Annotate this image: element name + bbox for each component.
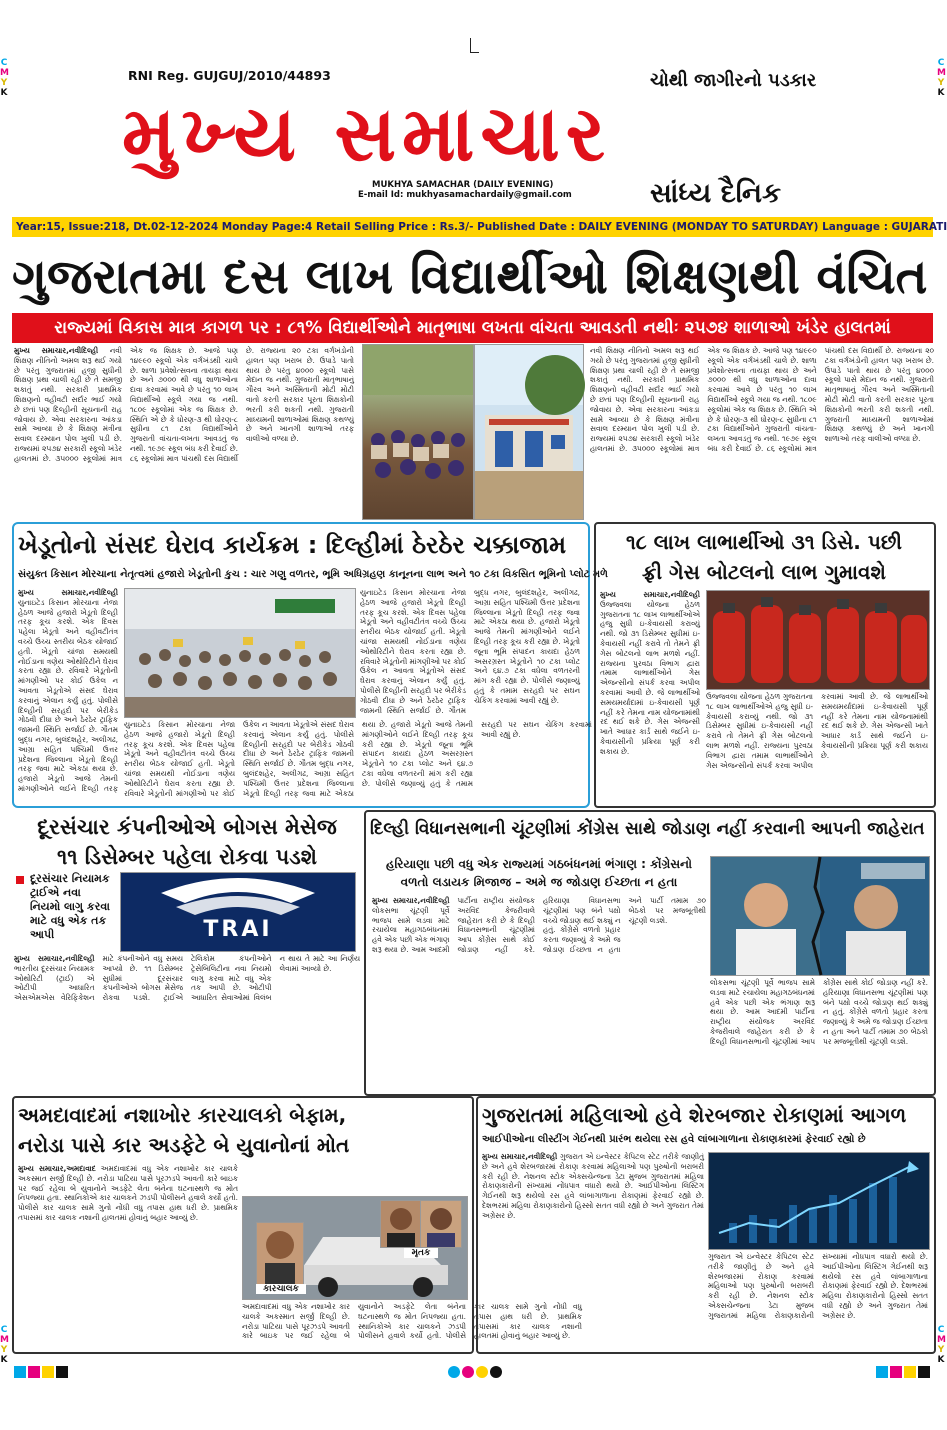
- gas-body-right: [706, 692, 928, 800]
- driver-caption: કારચાલક: [256, 1284, 306, 1294]
- women-headline: ગુજરાતમાં મહિલાઓ હવે શેરબજાર રોકાણમાં આગળ: [482, 1103, 907, 1127]
- farmers-subhead: સંયુક્ત કિસાન મોરચાના નેતૃત્વમાં હજારો ખેડૂતોની કુચ : ચાર ગણુ વળતર, ભૂમિ અધિગ્રહણ કાનૂનના લાભ અને ૧૦ ટકા વિકસિત ભૂમિનો પ્લોટ મળે: [18, 569, 608, 580]
- magenta-chip-right: [890, 1366, 902, 1378]
- delhi-subhead-line1: હરિયાણા પછી વધુ એક રાજ્યમાં ગઠબંધનમાં ભંગાણ : કોંગ્રેસનો: [386, 857, 692, 871]
- lead-subhead: રાજ્યમાં વિકાસ માત્ર કાગળ પર : ૮૧% વિદ્યાર્થીઓને માતૃભાષા લખતા વાંચતા આવડતી નથીઃ ૨૫૭૪ શાળાઓ ખંડેર હાલતમાં: [12, 313, 933, 343]
- lead-body-right: [590, 346, 934, 518]
- cyan-chip-right: [876, 1366, 888, 1378]
- women-subhead: આઈપીઓના લીસ્ટીંગ ગેઈનથી પ્રારંભ થયેલા રસ હવે લાંબાગાળાના રોકાણકારમાં ફેરવાઈ રહ્યો છે: [482, 1134, 866, 1145]
- gas-body-text-continued: ઉજ્જવલા યોજના હેઠળ ગુજરાતના ૧૮ લાખ લાભાર્થીઓએ હજુ સુધી ઇ-કેવાયસી કરાવ્યું નથી. જો ૩૧ ડિસેમ્બર સુધીમાં ઇ-કેવાયસી નહીં કરાવે તો તેમને ફ્રી ગેસ બોટલનો લાભ મળશે નહીં. રાજ્યના પુરવઠા વિભાગ દ્વારા તમામ લાભાર્થીઓને ગેસ એજન્સીનો સંપર્ક કરવા અપીલ કરવામાં આવી છે. જે લાભાર્થીઓ સમયમર્યાદામાં ઇ-કેવાયસી પૂર્ણ નહીં કરે તેમના નામ યોજનામાંથી રદ થઈ શકે છે. ગેસ એજન્સી ખાતે આધાર કાર્ડ સાથે જઈને ઇ-કેવાયસીની પ્રક્રિયા પૂર્ણ કરી શકાય છે.: [706, 692, 928, 770]
- rni-number: RNI Reg. GUJGUJ/2010/44893: [128, 68, 331, 83]
- lead-body-left: [14, 346, 354, 518]
- magenta-dot: [462, 1366, 474, 1378]
- magenta-chip: [28, 1366, 40, 1378]
- deceased-photo-2: [420, 1200, 462, 1248]
- ahmedabad-headline-line2: નરોડા પાસે કાર અડફેટે બે યુવાનોનાં મોત: [18, 1133, 350, 1157]
- telecom-headline-line2: ૧૧ ડિસેમ્બર પહેલા રોકવા પડશે: [57, 845, 317, 869]
- classroom-photo: [362, 344, 474, 520]
- cyan-chip: [14, 1366, 26, 1378]
- telecom-bullet-text: દૂરસંચાર નિયામક ટ્રાઈએ નવા નિયમો લાગુ કરવા માટે વધુ એક તક આપી: [30, 872, 110, 941]
- driver-photo: [256, 1222, 304, 1286]
- masthead-tagline: ચોથી જાગીરનો પડકાર: [650, 70, 817, 91]
- delhi-body-text: લોકસભા ચૂંટણી પૂર્વે ભાજપ સામે લડવા માટે રચાયેલા મહાગઠબંધનમાં હવે એક પછી એક ભંગાણ શરૂ થયા છે. આમ આદમી પાર્ટીના રાષ્ટ્રીય સંયોજક અરવિંદ કેજરીવાલે જાહેરાત કરી છે કે દિલ્હી વિધાનસભાની ચૂંટણીમાં આપ કોંગ્રેસ સાથે કોઈ જોડાણ નહીં કરે. હરિયાણા વિધાનસભા ચૂંટણીમાં પણ બંને પક્ષો વચ્ચે જોડાણ થઈ શક્યું ન હતું. કોંગ્રેસે વળતો પ્રહાર કરતા જણાવ્યું કે અમે જ જોડાણ ઈચ્છતા ન હતા અને પાર્ટી તમામ ૭૦ બેઠકો પર મજબૂતીથી ચૂંટણી લડશે.: [372, 896, 706, 954]
- issue-info-bar: Year:15, Issue:218, Dt.02-12-2024 Monday Page:4 Retail Selling Price : Rs.3/- Published Date : DAILY EVENING (MONDAY TO SATURDAY) Language : GUJARATI: [12, 217, 933, 237]
- delhi-body-left: [372, 896, 706, 1088]
- lead-body-text: નવી શિક્ષણ નીતિનો અમલ શરૂ થઈ ગયો છે પરંતુ ગુજરાતમાં હજી સુધીની શિક્ષણ પ્રથા ચાલી રહી છે તે સમજી શકાતું નથી. સરકારી પ્રાથમિક શિક્ષણનો વહીવટી સર્દાર ભાઈ ગયો છે છતાં પણ દિલ્હીની સૂચનાની રાહ જોવાય છે. એવા સરકારના આંકડા સામે આવ્યા છે કે શિક્ષણ મંત્રીના સવાલ દરમ્યાન પોલ ખુલી પડી છે. રાજ્યમાં ૨૫૭૪ સરકારી સ્કૂલો ખંડેર હાલતમાં છે. ૩૫૦૦૦ સ્કૂલોમાં માત્ર એક જ શિક્ષક છે. આજે પણ ૧૪૯૯૦ સ્કૂલો એક વર્ગખંડથી ચાલે છે. શાળા પ્રવેશોત્સવના તાયફા થાય છે અને ૭૦૦૦ થી વધુ શાળાઓના દાવા કરવામાં આવે છે પરંતુ ૧૦ લાખ વિદ્યાર્થીઓ સ્કૂલે ગયા જ નથી. ૧૮૦૯ સ્કૂલોમાં એક જ શિક્ષક છે. સ્થિતિ એ છે કે ધોરણ-૩ થી ધોરણ-૮ સુધીના ૮૧ ટકા વિદ્યાર્થીઓને ગુજરાતી વાંચતા-લખતા આવડતું જ નથી. ૧૯૭૯ સ્કૂલ બંધ કરી દેવાઈ છે. ૮૬ સ્કૂલોમાં માત્ર પાંચથી દસ વિદ્યાર્થી છે. રાજ્યના ૨૦ ટકા વર્ગખંડોની હાલત પણ ખરાબ છે. ઉપાડે પાતો થાય છે પરંતુ ૪૦૦૦ સ્કૂલો પાસે મેદાન જ નથી. ગુજરાતી માતૃભાષાનું ગૌરવ અને અસ્મિતાની મોટી મોટી વાતો કરતી સરકાર પૂરતા શિક્ષકોની ભરતી કરી શકતી નથી. ગુજરાતી માધ્યમની શાળાઓમાં શિક્ષણ કથળ્યું છે અને ખાનગી શાળાઓ તરફ વાલીઓ વળ્યા છે.: [14, 346, 354, 463]
- stock-market-photo: [708, 1152, 930, 1250]
- delhi-body-text-continued: લોકસભા ચૂંટણી પૂર્વે ભાજપ સામે લડવા માટે રચાયેલા મહાગઠબંધનમાં હવે એક પછી એક ભંગાણ શરૂ થયા છે. આમ આદમી પાર્ટીના રાષ્ટ્રીય સંયોજક અરવિંદ કેજરીવાલે જાહેરાત કરી છે કે દિલ્હી વિધાનસભાની ચૂંટણીમાં આપ કોંગ્રેસ સાથે કોઈ જોડાણ નહીં કરે. હરિયાણા વિધાનસભા ચૂંટણીમાં પણ બંને પક્ષો વચ્ચે જોડાણ થઈ શક્યું ન હતું. કોંગ્રેસે વળતો પ્રહાર કરતા જણાવ્યું કે અમે જ જોડાણ ઈચ્છતા ન હતા અને પાર્ટી તમામ ૭૦ બેઠકો પર મજબૂતીથી ચૂંટણી લડશે.: [710, 978, 928, 1046]
- yellow-chip: [42, 1366, 54, 1378]
- black-dot: [490, 1366, 502, 1378]
- women-body-text-continued: ગુજરાત એ ઇન્વેસ્ટર કેપિટલ સ્ટેટ તરીકે જાણીતું છે અને હવે શેરબજારમાં રોકાણ કરવામાં મહિલાઓ પણ પુરુષોની બરાબરી કરી રહી છે. નેશનલ સ્ટોક એક્સચેન્જના ડેટા મુજબ ગુજરાતમાં મહિલા રોકાણકારોની સંખ્યામાં નોંધપાત્ર વધારો થયો છે. આઈપીઓના લિસ્ટિંગ ગેઈનથી શરૂ થયેલો રસ હવે લાંબાગાળાના રોકાણમાં ફેરવાઈ રહ્યો છે. દેશભરમાં મહિલા રોકાણકારોનો હિસ્સો સતત વધી રહ્યો છે અને ગુજરાત તેમાં અગ્રેસર છે.: [708, 1252, 928, 1320]
- farmers-headline: ખેડૂતોનો સંસદ ઘેરાવ કાર્યક્રમ : દિલ્હીમાં ઠેરઠેર ચક્કાજામ: [18, 531, 567, 559]
- ahmedabad-dateline: મુખ્ય સમાચાર,અમદાવાદ: [18, 1164, 96, 1173]
- registration-marks-right: C M Y K: [937, 58, 946, 98]
- women-body-text: ગુજરાત એ ઇન્વેસ્ટર કેપિટલ સ્ટેટ તરીકે જાણીતું છે અને હવે શેરબજારમાં રોકાણ કરવામાં મહિલાઓ પણ પુરુષોની બરાબરી કરી રહી છે. નેશનલ સ્ટોક એક્સચેન્જના ડેટા મુજબ ગુજરાતમાં મહિલા રોકાણકારોની સંખ્યામાં નોંધપાત્ર વધારો થયો છે. આઈપીઓના લિસ્ટિંગ ગેઈનથી શરૂ થયેલો રસ હવે લાંબાગાળાના રોકાણમાં ફેરવાઈ રહ્યો છે. દેશભરમાં મહિલા રોકાણકારોનો હિસ્સો સતત વધી રહ્યો છે અને ગુજરાત તેમાં અગ્રેસર છે.: [482, 1152, 704, 1220]
- ahmedabad-headline-line1: અમદાવાદમાં નશાખોર કારચાલકો બેફામ,: [18, 1103, 347, 1127]
- gas-headline-line1: ૧૮ લાખ લાભાર્થીઓ ૩૧ ડિસે. પછી: [625, 530, 903, 554]
- black-chip-right: [918, 1366, 930, 1378]
- crop-mark-icon: [470, 38, 479, 53]
- delhi-headline: દિલ્હી વિધાનસભાની ચૂંટણીમાં કોંગ્રેસ સાથે જોડાણ નહીં કરવાની આપની જાહેરાત: [370, 819, 925, 839]
- farmers-body-text-bottom: યુનાઇટેડ કિસાન મોરચાના નેજા હેઠળ આજે હજારો ખેડૂતો દિલ્હી તરફ કૂચ કરશે. એક દિવસ પહેલા ખેડૂતો અને વહીવટીતંત્ર વચ્ચે ઉચ્ચ સ્તરીય બેઠક યોજાઈ હતી. ખેડૂતો ચાંજા સમયથી નોઈડાના ત્રણેય ઓથોરિટીને ઘેરાવ કરતા રહ્યા છે. રવિવારે ખેડૂતોની માંગણીઓ પર કોઈ ઉકેલ ન આવતા ખેડૂતોએ સંસદ ઘેરાવ કરવાનું એલાન કર્યું હતું. પોલીસે દિલ્હીની સરહદો પર બેરીકેડ ગોઠવી દીધા છે અને ઠેરઠેર ટ્રાફિક જામની સ્થિતિ સર્જાઈ છે. ગૌતમ બુદ્ધ નગર, બુલંદશહેર, અલીગઢ, આગ્રા સહિત પશ્ચિમી ઉત્તર પ્રદેશના જિલ્લાના ખેડૂતો દિલ્હી તરફ જવા માટે એકઠા થયા છે. હજારો ખેડૂતો આજે તેમની માંગણીઓને લઈને દિલ્હી તરફ કૂચ કરી રહ્યા છે. ખેડૂતો જૂના ભૂમિ સંપાદન કાયદા હેઠળ અસરગ્રસ્ત ખેડૂતોને ૧૦ ટકા પ્લોટ અને ૬૪.૭ ટકા વધેલા વળતરની માંગ કરી રહ્યા છે. પોલીસે જણાવ્યું હતું કે તમામ સરહદો પર સઘન ચેકિંગ કરવામાં આવી રહ્યું છે.: [124, 720, 592, 798]
- black-chip: [56, 1366, 68, 1378]
- telecom-body-text: ભારતીય દૂરસંચાર નિયામક ઓથોરિટી (ટ્રાઈ) એ ઓટીપી આધારિત એસએમએસ વેરિફિકેશન માટે કંપનીઓને વધુ સમય આપ્યો છે. ૧૧ ડિસેમ્બર સુધીમાં દૂરસંચાર કંપનીઓએ બોગસ મેસેજ રોકવા પડશે. ટ્રાઈએ ટેલિકોમ કંપનીઓને ટ્રેસેબિલિટીના નવા નિયમો લાગુ કરવા માટે વધુ એક તક આપી છે. ઓટીપી આધારિત સેવાઓમાં વિલંબ ન થાય તે માટે આ નિર્ણય લેવામાં આવ્યો છે.: [14, 954, 360, 1003]
- gas-dateline: મુખ્ય સમાચાર,નવીદિલ્હી: [600, 590, 700, 599]
- registration-marks-right-bottom: C M Y K: [937, 1325, 946, 1365]
- registration-marks-left: C M Y K: [0, 58, 9, 98]
- farmers-body-bottom: [124, 720, 592, 800]
- delhi-body-right: [710, 978, 928, 1088]
- masthead-edition: સાંધ્ય દૈનિક: [650, 178, 782, 209]
- delhi-subhead-line2: વળતો લડાયક મિજાજ – અમે જ જોડાણ ઈચ્છતા ન હતા: [400, 875, 678, 889]
- gas-cylinders-photo: [706, 590, 930, 690]
- yellow-chip-right: [904, 1366, 916, 1378]
- cyan-dot: [448, 1366, 460, 1378]
- telecom-headline-line1: દૂરસંચાર કંપનીઓએ બોગસ મેસેજ: [37, 815, 337, 839]
- ahmedabad-body-text-continued: અમદાવાદમાં વધુ એક નશાખોર કાર ચાલકે અકસ્માત સર્જી દિલ્હી છે. નરોડા પાટિયા પાસે પૂરઝડપે આવતી કારે બાઇક પર જઈ રહેલા બે યુવાનોને અડફેટે લેતા બંનેના ઘટનાસ્થળે જ મોત નિપજ્યા હતા. સ્થાનિકોએ કાર ચાલકને ઝડપી પોલીસને હવાલે કર્યો હતો. પોલીસે કાર ચાલક સામે ગુનો નોંધી વધુ તપાસ હાથ ધરી છે. પ્રાથમિક તપાસમાં કાર ચાલક નશાની હાલતમાં હોવાનું બહાર આવ્યું છે.: [242, 1302, 582, 1341]
- farmers-protest-photo: [124, 588, 356, 718]
- gas-body-left: [600, 590, 700, 800]
- farmers-body-text: યુનાઇટેડ કિસાન મોરચાના નેજા હેઠળ આજે હજારો ખેડૂતો દિલ્હી તરફ કૂચ કરશે. એક દિવસ પહેલા ખેડૂતો અને વહીવટીતંત્ર વચ્ચે ઉચ્ચ સ્તરીય બેઠક યોજાઈ હતી. ખેડૂતો ચાંજા સમયથી નોઈડાના ત્રણેય ઓથોરિટીને ઘેરાવ કરતા રહ્યા છે. રવિવારે ખેડૂતોની માંગણીઓ પર કોઈ ઉકેલ ન આવતા ખેડૂતોએ સંસદ ઘેરાવ કરવાનું એલાન કર્યું હતું. પોલીસે દિલ્હીની સરહદો પર બેરીકેડ ગોઠવી દીધા છે અને ઠેરઠેર ટ્રાફિક જામની સ્થિતિ સર્જાઈ છે. ગૌતમ બુદ્ધ નગર, બુલંદશહેર, અલીગઢ, આગ્રા સહિત પશ્ચિમી ઉત્તર પ્રદેશના જિલ્લાના ખેડૂતો દિલ્હી તરફ જવા માટે એકઠા થયા છે. હજારો ખેડૂતો આજે તેમની માંગણીઓને લઈને દિલ્હી તરફ: [18, 597, 118, 793]
- masthead-title: મુખ્ય સમાચાર: [122, 89, 612, 178]
- leaders-photo: [710, 856, 930, 976]
- trai-logo-image: [120, 872, 356, 952]
- telecom-body: [14, 954, 360, 1090]
- farmers-body-text-continued: યુનાઇટેડ કિસાન મોરચાના નેજા હેઠળ આજે હજારો ખેડૂતો દિલ્હી તરફ કૂચ કરશે. એક દિવસ પહેલા ખેડૂતો અને વહીવટીતંત્ર વચ્ચે ઉચ્ચ સ્તરીય બેઠક યોજાઈ હતી. ખેડૂતો ચાંજા સમયથી નોઈડાના ત્રણેય ઓથોરિટીને ઘેરાવ કરતા રહ્યા છે. રવિવારે ખેડૂતોની માંગણીઓ પર કોઈ ઉકેલ ન આવતા ખેડૂતોએ સંસદ ઘેરાવ કરવાનું એલાન કર્યું હતું. પોલીસે દિલ્હીની સરહદો પર બેરીકેડ ગોઠવી દીધા છે અને ઠેરઠેર ટ્રાફિક જામની સ્થિતિ સર્જાઈ છે. ગૌતમ બુદ્ધ નગર, બુલંદશહેર, અલીગઢ, આગ્રા સહિત પશ્ચિમી ઉત્તર પ્રદેશના જિલ્લાના ખેડૂતો દિલ્હી તરફ જવા માટે એકઠા થયા છે. હજારો ખેડૂતો આજે તેમની માંગણીઓને લઈને દિલ્હી તરફ કૂચ કરી રહ્યા છે. ખેડૂતો જૂના ભૂમિ સંપાદન કાયદા હેઠળ અસરગ્રસ્ત ખેડૂતોને ૧૦ ટકા પ્લોટ અને ૬૪.૭ ટકા વધેલા વળતરની માંગ કરી રહ્યા છે. પોલીસે જણાવ્યું હતું કે તમામ સરહદો પર સઘન ચેકિંગ કરવામાં આવી રહ્યું છે.: [360, 588, 580, 715]
- ahmedabad-body-left: [18, 1164, 238, 1346]
- lead-body-text-continued: નવી શિક્ષણ નીતિનો અમલ શરૂ થઈ ગયો છે પરંતુ ગુજરાતમાં હજી સુધીની શિક્ષણ પ્રથા ચાલી રહી છે તે સમજી શકાતું નથી. સરકારી પ્રાથમિક શિક્ષણનો વહીવટી સર્દાર ભાઈ ગયો છે છતાં પણ દિલ્હીની સૂચનાની રાહ જોવાય છે. એવા સરકારના આંકડા સામે આવ્યા છે કે શિક્ષણ મંત્રીના સવાલ દરમ્યાન પોલ ખુલી પડી છે. રાજ્યમાં ૨૫૭૪ સરકારી સ્કૂલો ખંડેર હાલતમાં છે. ૩૫૦૦૦ સ્કૂલોમાં માત્ર એક જ શિક્ષક છે. આજે પણ ૧૪૯૯૦ સ્કૂલો એક વર્ગખંડથી ચાલે છે. શાળા પ્રવેશોત્સવના તાયફા થાય છે અને ૭૦૦૦ થી વધુ શાળાઓના દાવા કરવામાં આવે છે પરંતુ ૧૦ લાખ વિદ્યાર્થીઓ સ્કૂલે ગયા જ નથી. ૧૮૦૯ સ્કૂલોમાં એક જ શિક્ષક છે. સ્થિતિ એ છે કે ધોરણ-૩ થી ધોરણ-૮ સુધીના ૮૧ ટકા વિદ્યાર્થીઓને ગુજરાતી વાંચતા-લખતા આવડતું જ નથી. ૧૯૭૯ સ્કૂલ બંધ કરી દેવાઈ છે. ૮૬ સ્કૂલોમાં માત્ર પાંચથી દસ વિદ્યાર્થી છે. રાજ્યના ૨૦ ટકા વર્ગખંડોની હાલત પણ ખરાબ છે. ઉપાડે પાતો થાય છે પરંતુ ૪૦૦૦ સ્કૂલો પાસે મેદાન જ નથી. ગુજરાતી માતૃભાષાનું ગૌરવ અને અસ્મિતાની મોટી મોટી વાતો કરતી સરકાર પૂરતા શિક્ષકોની ભરતી કરી શકતી નથી. ગુજરાતી માધ્યમની શાળાઓમાં શિક્ષણ કથળ્યું છે અને ખાનગી શાળાઓ તરફ વાલીઓ વળ્યા છે.: [590, 346, 934, 453]
- email-line: E-mail Id: mukhyasamachardaily@gmail.com: [358, 190, 572, 200]
- farmers-body-left: [18, 588, 118, 800]
- ahmedabad-body-right: [242, 1302, 582, 1346]
- yellow-dot: [476, 1366, 488, 1378]
- deceased-caption: મૃતક: [404, 1248, 438, 1258]
- registration-marks-left-bottom: C M Y K: [0, 1325, 9, 1365]
- farmers-dateline: મુખ્ય સમાચાર,નવીદિલ્હી: [18, 588, 118, 597]
- bullet-icon: [16, 876, 24, 884]
- women-body-left: [482, 1152, 704, 1346]
- deceased-photo-1: [380, 1200, 422, 1248]
- ahmedabad-body-text: અમદાવાદમાં વધુ એક નશાખોર કાર ચાલકે અકસ્માત સર્જી દિલ્હી છે. નરોડા પાટિયા પાસે પૂરઝડપે આવતી કારે બાઇક પર જઈ રહેલા બે યુવાનોને અડફેટે લેતા બંનેના ઘટનાસ્થળે જ મોત નિપજ્યા હતા. સ્થાનિકોએ કાર ચાલકને ઝડપી પોલીસને હવાલે કર્યો હતો. પોલીસે કાર ચાલક સામે ગુનો નોંધી વધુ તપાસ હાથ ધરી છે. પ્રાથમિક તપાસમાં કાર ચાલક નશાની હાલતમાં હોવાનું બહાર આવ્યું છે.: [18, 1164, 238, 1222]
- trai-logo-text: TRAI: [203, 917, 273, 942]
- lead-headline: ગુજરાતમા દસ લાખ વિદ્યાર્થીઓ શિક્ષણથી વંચિત: [12, 249, 928, 305]
- delhi-dateline: મુખ્ય સમાચાર,નવીદિલ્હી: [372, 896, 450, 905]
- gas-headline-line2: ફ્રી ગેસ બોટલનો લાભ ગુમાવશે: [642, 560, 886, 584]
- women-dateline: મુખ્ય સમાચાર,નવીદિલ્હી: [482, 1152, 558, 1161]
- gas-body-text: ઉજ્જવલા યોજના હેઠળ ગુજરાતના ૧૮ લાખ લાભાર્થીઓએ હજુ સુધી ઇ-કેવાયસી કરાવ્યું નથી. જો ૩૧ ડિસેમ્બર સુધીમાં ઇ-કેવાયસી નહીં કરાવે તો તેમને ફ્રી ગેસ બોટલનો લાભ મળશે નહીં. રાજ્યના પુરવઠા વિભાગ દ્વારા તમામ લાભાર્થીઓને ગેસ એજન્સીનો સંપર્ક કરવા અપીલ કરવામાં આવી છે. જે લાભાર્થીઓ સમયમર્યાદામાં ઇ-કેવાયસી પૂર્ણ નહીં કરે તેમના નામ યોજનામાંથી રદ થઈ શકે છે. ગેસ એજન્સી ખાતે આધાર કાર્ડ સાથે જઈને ઇ-કેવાયસીની પ્રક્રિયા પૂર્ણ કરી શકાય છે.: [600, 599, 700, 756]
- women-body-right: [708, 1252, 928, 1346]
- publisher-line: MUKHYA SAMACHAR (DAILY EVENING): [372, 180, 554, 190]
- school-building-photo: [474, 344, 584, 520]
- telecom-dateline: મુખ્ય સમાચાર,નવીદિલ્હી: [14, 954, 95, 963]
- lead-dateline: મુખ્ય સમાચાર,નવીદિલ્હી: [14, 346, 99, 355]
